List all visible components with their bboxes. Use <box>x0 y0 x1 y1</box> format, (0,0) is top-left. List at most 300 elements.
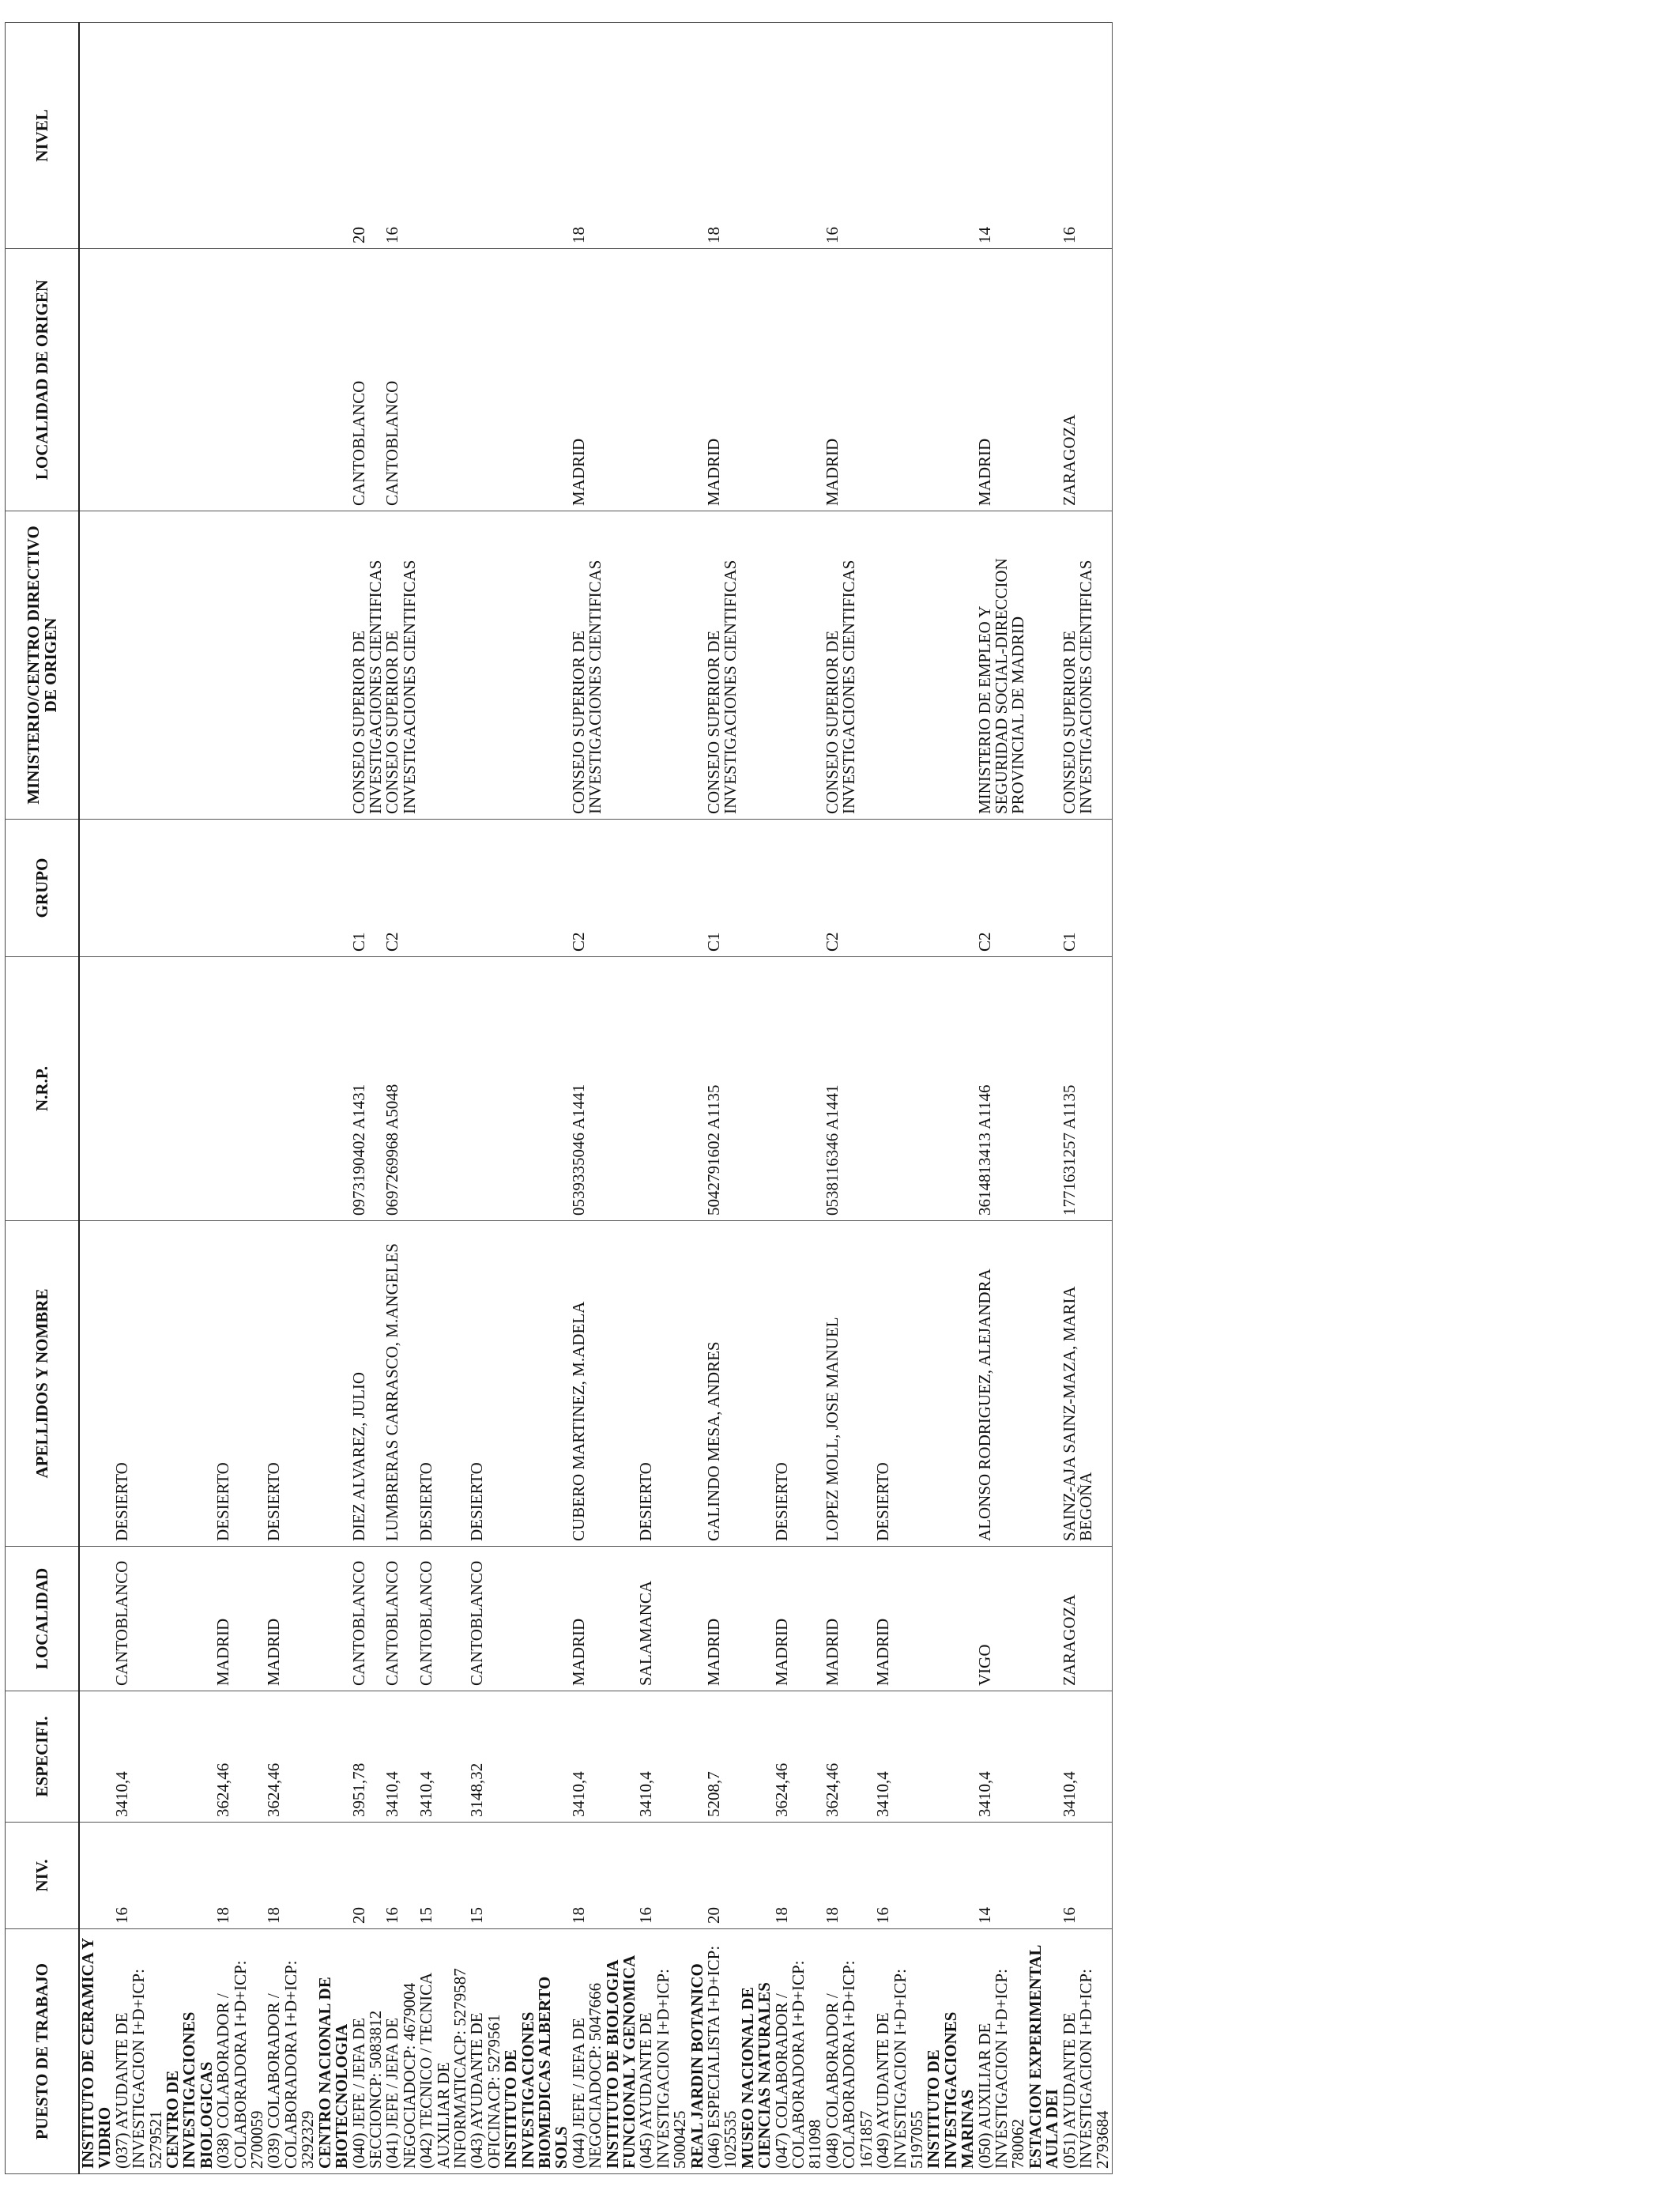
empty-cell <box>740 1691 774 1823</box>
group-title: CENTRO NACIONAL DE BIOTECNOLOGIA <box>317 1929 351 2174</box>
cell-niv: 15 <box>418 1823 469 1929</box>
cell-localidad-origen: MADRID <box>571 249 605 511</box>
cell-puesto <box>215 1929 266 2174</box>
cell-ministerio <box>215 511 266 820</box>
cell-niv: 15 <box>469 1823 503 1929</box>
cell-puesto <box>875 1929 925 2174</box>
empty-cell <box>689 1221 706 1547</box>
cell-puesto <box>974 1929 1028 2174</box>
empty-cell <box>1027 511 1061 820</box>
cell-especif: 3624,46 <box>824 1691 875 1823</box>
cell-especif: 3410,4 <box>1061 1691 1113 1823</box>
cell-localidad: MADRID <box>774 1547 824 1691</box>
empty-cell <box>740 1823 774 1929</box>
cell-especif: 5208,7 <box>706 1691 740 1823</box>
empty-cell <box>689 511 706 820</box>
cell-puesto <box>568 1929 605 2174</box>
cell-niv: 16 <box>638 1823 688 1929</box>
cell-puesto <box>348 1929 385 2174</box>
table-row <box>977 23 1027 2174</box>
header-localidad-origen: LOCALIDAD DE ORIGEN <box>6 249 80 511</box>
cell-nivel <box>774 23 824 249</box>
cell-apellidos: DESIERTO <box>114 1221 164 1547</box>
cell-ministerio: CONSEJO SUPERIOR DE INVESTIGACIONES CIENTIFICAS <box>1061 511 1113 820</box>
cell-localidad: CANTOBLANCO <box>114 1547 164 1691</box>
cell-niv: 20 <box>706 1823 740 1929</box>
puesto-cp: CP: 2700059 <box>230 1960 267 2169</box>
empty-cell <box>164 957 215 1221</box>
empty-cell <box>740 820 774 957</box>
header-nivel: NIVEL <box>6 23 80 249</box>
empty-cell <box>689 1547 706 1691</box>
cell-localidad: MADRID <box>706 1547 740 1691</box>
cell-ministerio: CONSEJO SUPERIOR DE INVESTIGACIONES CIENTIFICAS <box>384 511 418 820</box>
table-row <box>418 23 469 2174</box>
empty-cell <box>503 1691 571 1823</box>
empty-cell <box>605 23 638 249</box>
empty-cell <box>925 1547 976 1691</box>
empty-cell <box>503 511 571 820</box>
cell-nrp <box>638 957 688 1221</box>
empty-cell <box>689 820 706 957</box>
cell-nrp <box>266 957 316 1221</box>
header-grupo: GRUPO <box>6 820 80 957</box>
cell-grupo: C2 <box>824 820 875 957</box>
cell-nivel <box>418 23 469 249</box>
puesto-cp: CP: 5197055 <box>890 1969 926 2169</box>
empty-cell <box>740 1221 774 1547</box>
empty-cell <box>925 511 976 820</box>
empty-cell <box>317 1221 351 1547</box>
group-row <box>79 23 114 2174</box>
cell-especif: 3410,4 <box>571 1691 605 1823</box>
cell-nivel <box>875 23 925 249</box>
cell-localidad-origen <box>875 249 925 511</box>
cell-apellidos: CUBERO MARTINEZ, M.ADELA <box>571 1221 605 1547</box>
puesto-cp: CP: 1025535 <box>704 1945 740 2169</box>
table-row <box>266 23 316 2174</box>
puesto-text: (045) AYUDANTE DE INVESTIGACION I+D+I <box>636 1993 672 2169</box>
header-localidad: LOCALIDAD <box>6 1547 80 1691</box>
group-row <box>317 23 351 2174</box>
cell-nivel <box>215 23 266 249</box>
cell-especif: 3410,4 <box>114 1691 164 1823</box>
cell-apellidos: LOPEZ MOLL, JOSE MANUEL <box>824 1221 875 1547</box>
cell-localidad-origen <box>266 249 316 511</box>
cell-grupo: C1 <box>706 820 740 957</box>
cell-nivel <box>638 23 688 249</box>
puesto-text: (050) AUXILIAR DE INVESTIGACION I+D+I <box>974 1993 1011 2169</box>
cell-apellidos: SAINZ-AJA SAINZ-MAZA, MARIA BEGOÑA <box>1061 1221 1113 1547</box>
cell-puesto <box>469 1929 503 2174</box>
cell-nrp: 5042791602 A1135 <box>706 957 740 1221</box>
puesto-cp: CP: 5000425 <box>653 1969 690 2169</box>
cell-nivel <box>469 23 503 249</box>
cell-nrp: 0973190402 A1431 <box>351 957 385 1221</box>
cell-localidad: CANTOBLANCO <box>418 1547 469 1691</box>
cell-localidad: CANTOBLANCO <box>384 1547 418 1691</box>
cell-niv: 18 <box>266 1823 316 1929</box>
cell-apellidos: DESIERTO <box>875 1221 925 1547</box>
empty-cell <box>1027 23 1061 249</box>
cell-apellidos: DIEZ ALVAREZ, JULIO <box>351 1221 385 1547</box>
cell-puesto <box>384 1929 418 2174</box>
group-title: INSTITUTO DE INVESTIGACIONES MARINAS <box>925 1929 976 2174</box>
empty-cell <box>605 1823 638 1929</box>
header-apellidos: APELLIDOS Y NOMBRE <box>6 1221 80 1547</box>
cell-grupo <box>418 820 469 957</box>
empty-cell <box>503 1221 571 1547</box>
cell-nivel <box>266 23 316 249</box>
cell-grupo: C2 <box>571 820 605 957</box>
cell-ministerio: CONSEJO SUPERIOR DE INVESTIGACIONES CIENTIFICAS <box>571 511 605 820</box>
puesto-cp: CP: 2793684 <box>1075 1969 1113 2169</box>
empty-cell <box>1027 1221 1061 1547</box>
cell-especif: 3410,4 <box>875 1691 925 1823</box>
puesto-text: (037) AYUDANTE DE INVESTIGACION I+D+I <box>111 1993 149 2169</box>
cell-especif: 3624,46 <box>774 1691 824 1823</box>
empty-cell <box>925 820 976 957</box>
cell-grupo: C1 <box>351 820 385 957</box>
cell-niv: 18 <box>571 1823 605 1929</box>
empty-cell <box>503 1547 571 1691</box>
puesto-text: (041) JEFE / JEFA DE NEGOCIADO <box>382 2018 419 2169</box>
cell-ministerio <box>114 511 164 820</box>
empty-cell <box>79 249 114 511</box>
cell-nivel: 18 <box>706 23 740 249</box>
cell-localidad: SALAMANCA <box>638 1547 688 1691</box>
puesto-cp: CP: 5279521 <box>129 1969 165 2169</box>
cell-localidad: VIGO <box>977 1547 1027 1691</box>
cell-grupo <box>114 820 164 957</box>
puesto-text: (044) JEFE / JEFA DE NEGOCIADO <box>568 2018 605 2169</box>
cell-localidad-origen <box>114 249 164 511</box>
empty-cell <box>317 1547 351 1691</box>
puesto-text: (043) AYUDANTE DE OFICINA <box>467 2012 503 2169</box>
puesto-text: (039) COLABORADOR / COLABORADORA I+D+I <box>264 1985 300 2169</box>
empty-cell <box>740 23 774 249</box>
cell-grupo <box>469 820 503 957</box>
cell-localidad: ZARAGOZA <box>1061 1547 1113 1691</box>
cell-grupo <box>774 820 824 957</box>
puesto-cp: CP: 3292329 <box>281 1960 318 2169</box>
cell-localidad-origen <box>774 249 824 511</box>
empty-cell <box>689 957 706 1221</box>
cell-localidad-origen <box>215 249 266 511</box>
cell-niv: 16 <box>114 1823 164 1929</box>
cell-nivel: 18 <box>571 23 605 249</box>
cell-puesto <box>771 1929 825 2174</box>
table-row <box>875 23 925 2174</box>
empty-cell <box>689 1823 706 1929</box>
empty-cell <box>740 1547 774 1691</box>
cell-niv: 18 <box>824 1823 875 1929</box>
puesto-cp: CP: 5279561 <box>484 2014 503 2102</box>
cell-ministerio: CONSEJO SUPERIOR DE INVESTIGACIONES CIENTIFICAS <box>351 511 385 820</box>
cell-especif: 3148,32 <box>469 1691 503 1823</box>
cell-localidad: MADRID <box>571 1547 605 1691</box>
puesto-cp: CP: 5279587 <box>450 1968 469 2056</box>
cell-puesto <box>111 1929 165 2174</box>
table-row <box>824 23 875 2174</box>
cell-nrp: 0538116346 A1441 <box>824 957 875 1221</box>
cell-nivel: 14 <box>977 23 1027 249</box>
empty-cell <box>740 249 774 511</box>
empty-cell <box>1027 249 1061 511</box>
empty-cell <box>317 957 351 1221</box>
puesto-text: (046) ESPECIALISTA I+D+I <box>704 1970 724 2169</box>
empty-cell <box>503 1823 571 1929</box>
table-row <box>384 23 418 2174</box>
cell-localidad: MADRID <box>266 1547 316 1691</box>
empty-cell <box>79 23 114 249</box>
puesto-cp: CP: 5083812 <box>365 2010 385 2098</box>
empty-cell <box>317 1823 351 1929</box>
cell-especif: 3624,46 <box>215 1691 266 1823</box>
empty-cell <box>164 1547 215 1691</box>
empty-cell <box>164 249 215 511</box>
puesto-cp: CP: 1671857 <box>839 1960 876 2169</box>
cell-nrp <box>215 957 266 1221</box>
table-row <box>638 23 688 2174</box>
group-row <box>164 23 215 2174</box>
cell-nrp: 1771631257 A1135 <box>1061 957 1113 1221</box>
cell-apellidos: DESIERTO <box>418 1221 469 1547</box>
cell-niv: 16 <box>875 1823 925 1929</box>
cell-puesto <box>638 1929 688 2174</box>
cell-ministerio <box>875 511 925 820</box>
cell-apellidos: DESIERTO <box>215 1221 266 1547</box>
empty-cell <box>605 1221 638 1547</box>
cell-nivel <box>114 23 164 249</box>
table-row <box>114 23 164 2174</box>
empty-cell <box>317 249 351 511</box>
cell-localidad-origen: ZARAGOZA <box>1061 249 1113 511</box>
cell-nrp: 0697269968 A5048 <box>384 957 418 1221</box>
empty-cell <box>1027 1823 1061 1929</box>
empty-cell <box>79 1221 114 1547</box>
group-title: INSTITUTO DE INVESTIGACIONES BIOMEDICAS ALBERTO SOLS <box>503 1929 571 2174</box>
puesto-cp: CP: 811098 <box>789 1960 825 2169</box>
table-header-row <box>6 23 80 2174</box>
empty-cell <box>79 820 114 957</box>
puesto-text: (038) COLABORADOR / COLABORADORA I+D+I <box>213 1985 250 2169</box>
cell-nivel: 16 <box>1061 23 1113 249</box>
empty-cell <box>164 23 215 249</box>
table-row <box>1061 23 1113 2174</box>
cell-localidad-origen <box>418 249 469 511</box>
cell-apellidos: DESIERTO <box>266 1221 316 1547</box>
puesto-cp: CP: 780062 <box>991 1969 1028 2169</box>
empty-cell <box>79 1547 114 1691</box>
cell-ministerio: CONSEJO SUPERIOR DE INVESTIGACIONES CIENTIFICAS <box>824 511 875 820</box>
empty-cell <box>925 249 976 511</box>
assignment-table <box>5 22 1113 2174</box>
cell-especif: 3951,78 <box>351 1691 385 1823</box>
empty-cell <box>740 511 774 820</box>
cell-localidad: CANTOBLANCO <box>351 1547 385 1691</box>
cell-ministerio <box>469 511 503 820</box>
cell-nrp <box>469 957 503 1221</box>
group-title: INSTITUTO DE BIOLOGIA FUNCIONAL Y GENOMICA <box>605 1929 638 2174</box>
header-especif: ESPECIFI. <box>6 1691 80 1823</box>
empty-cell <box>164 820 215 957</box>
empty-cell <box>925 23 976 249</box>
empty-cell <box>925 1691 976 1823</box>
empty-cell <box>164 1691 215 1823</box>
group-row <box>605 23 638 2174</box>
cell-especif: 3410,4 <box>638 1691 688 1823</box>
empty-cell <box>317 1691 351 1823</box>
empty-cell <box>605 511 638 820</box>
table-row <box>215 23 266 2174</box>
cell-ministerio: CONSEJO SUPERIOR DE INVESTIGACIONES CIENTIFICAS <box>706 511 740 820</box>
empty-cell <box>317 511 351 820</box>
cell-apellidos: DESIERTO <box>469 1221 503 1547</box>
cell-niv: 16 <box>384 1823 418 1929</box>
cell-niv: 18 <box>774 1823 824 1929</box>
table-row <box>351 23 385 2174</box>
group-row <box>925 23 976 2174</box>
cell-nivel: 16 <box>824 23 875 249</box>
cell-especif: 3410,4 <box>384 1691 418 1823</box>
puesto-text: (048) COLABORADOR / COLABORADORA I+D+I <box>822 1985 859 2169</box>
cell-nrp <box>418 957 469 1221</box>
cell-localidad-origen: CANTOBLANCO <box>351 249 385 511</box>
table-row <box>774 23 824 2174</box>
cell-apellidos: GALINDO MESA, ANDRES <box>706 1221 740 1547</box>
cell-localidad: MADRID <box>824 1547 875 1691</box>
empty-cell <box>925 1221 976 1547</box>
empty-cell <box>925 1823 976 1929</box>
cell-apellidos: ALONSO RODRIGUEZ, ALEJANDRA <box>977 1221 1027 1547</box>
cell-localidad-origen: MADRID <box>706 249 740 511</box>
empty-cell <box>317 820 351 957</box>
empty-cell <box>503 957 571 1221</box>
cell-nrp <box>774 957 824 1221</box>
cell-nivel: 16 <box>384 23 418 249</box>
puesto-cp: CP: 5047666 <box>586 1982 605 2071</box>
cell-grupo: C1 <box>1061 820 1113 957</box>
table-row <box>469 23 503 2174</box>
cell-grupo: C2 <box>384 820 418 957</box>
puesto-text: (047) COLABORADOR / COLABORADORA I+D+I <box>771 1985 808 2169</box>
cell-especif: 3410,4 <box>977 1691 1027 1823</box>
cell-especif: 3410,4 <box>418 1691 469 1823</box>
cell-localidad: MADRID <box>875 1547 925 1691</box>
cell-localidad-origen: MADRID <box>977 249 1027 511</box>
cell-nrp <box>114 957 164 1221</box>
cell-niv: 16 <box>1061 1823 1113 1929</box>
empty-cell <box>1027 1691 1061 1823</box>
cell-ministerio <box>774 511 824 820</box>
group-row <box>689 23 706 2174</box>
group-row <box>740 23 774 2174</box>
cell-localidad-origen <box>469 249 503 511</box>
cell-grupo <box>266 820 316 957</box>
empty-cell <box>740 957 774 1221</box>
group-title: MUSEO NACIONAL DE CIENCIAS NATURALES <box>740 1929 774 2174</box>
cell-puesto <box>706 1929 740 2174</box>
cell-nrp <box>875 957 925 1221</box>
cell-nrp: 0539335046 A1441 <box>571 957 605 1221</box>
header-niv: NIV. <box>6 1823 80 1929</box>
cell-niv: 20 <box>351 1823 385 1929</box>
header-nrp: N.R.P. <box>6 957 80 1221</box>
cell-grupo <box>875 820 925 957</box>
empty-cell <box>164 1823 215 1929</box>
puesto-text: (049) AYUDANTE DE INVESTIGACION I+D+I <box>873 1993 910 2169</box>
empty-cell <box>79 511 114 820</box>
group-title: REAL JARDIN BOTANICO <box>689 1929 706 2174</box>
group-title: INSTITUTO DE CERAMICA Y VIDRIO <box>79 1929 114 2174</box>
cell-ministerio <box>638 511 688 820</box>
empty-cell <box>79 1823 114 1929</box>
cell-niv: 18 <box>215 1823 266 1929</box>
empty-cell <box>79 957 114 1221</box>
empty-cell <box>503 249 571 511</box>
cell-apellidos: DESIERTO <box>638 1221 688 1547</box>
cell-puesto <box>1061 1929 1113 2174</box>
cell-niv: 14 <box>977 1823 1027 1929</box>
empty-cell <box>605 820 638 957</box>
empty-cell <box>689 1691 706 1823</box>
empty-cell <box>1027 820 1061 957</box>
cell-localidad: CANTOBLANCO <box>469 1547 503 1691</box>
cell-localidad: MADRID <box>215 1547 266 1691</box>
cell-puesto <box>824 1929 875 2174</box>
puesto-cp: CP: 4679004 <box>399 1982 419 2071</box>
cell-apellidos: LUMBRERAS CARRASCO, M.ANGELES <box>384 1221 418 1547</box>
empty-cell <box>503 820 571 957</box>
empty-cell <box>605 957 638 1221</box>
header-ministerio: MINISTERIO/CENTRO DIRECTIVO DE ORIGEN <box>6 511 80 820</box>
empty-cell <box>164 1221 215 1547</box>
cell-apellidos: DESIERTO <box>774 1221 824 1547</box>
group-row <box>503 23 571 2174</box>
cell-ministerio: MINISTERIO DE EMPLEO Y SEGURIDAD SOCIAL-DIRECCION PROVINCIAL DE MADRID <box>977 511 1027 820</box>
group-title: ESTACION EXPERIMENTAL AULA DEI <box>1027 1929 1061 2174</box>
cell-grupo: C2 <box>977 820 1027 957</box>
cell-ministerio <box>418 511 469 820</box>
cell-localidad-origen: CANTOBLANCO <box>384 249 418 511</box>
empty-cell <box>1027 957 1061 1221</box>
empty-cell <box>1027 1547 1061 1691</box>
group-title: CENTRO DE INVESTIGACIONES BIOLOGICAS <box>164 1929 215 2174</box>
cell-puesto <box>418 1929 469 2174</box>
table-body <box>79 23 1112 2174</box>
empty-cell <box>164 511 215 820</box>
empty-cell <box>689 249 706 511</box>
table-row <box>706 23 740 2174</box>
cell-especif: 3624,46 <box>266 1691 316 1823</box>
empty-cell <box>605 1547 638 1691</box>
puesto-text: (051) AYUDANTE DE INVESTIGACION I+D+I <box>1059 1993 1095 2169</box>
empty-cell <box>317 23 351 249</box>
puesto-text: (040) JEFE / JEFA DE SECCION <box>348 2018 385 2169</box>
empty-cell <box>503 23 571 249</box>
empty-cell <box>925 957 976 1221</box>
empty-cell <box>79 1691 114 1823</box>
cell-puesto <box>266 1929 316 2174</box>
cell-localidad-origen <box>638 249 688 511</box>
cell-nivel: 20 <box>351 23 385 249</box>
cell-grupo <box>638 820 688 957</box>
empty-cell <box>605 1691 638 1823</box>
empty-cell <box>689 23 706 249</box>
cell-ministerio <box>266 511 316 820</box>
cell-grupo <box>215 820 266 957</box>
